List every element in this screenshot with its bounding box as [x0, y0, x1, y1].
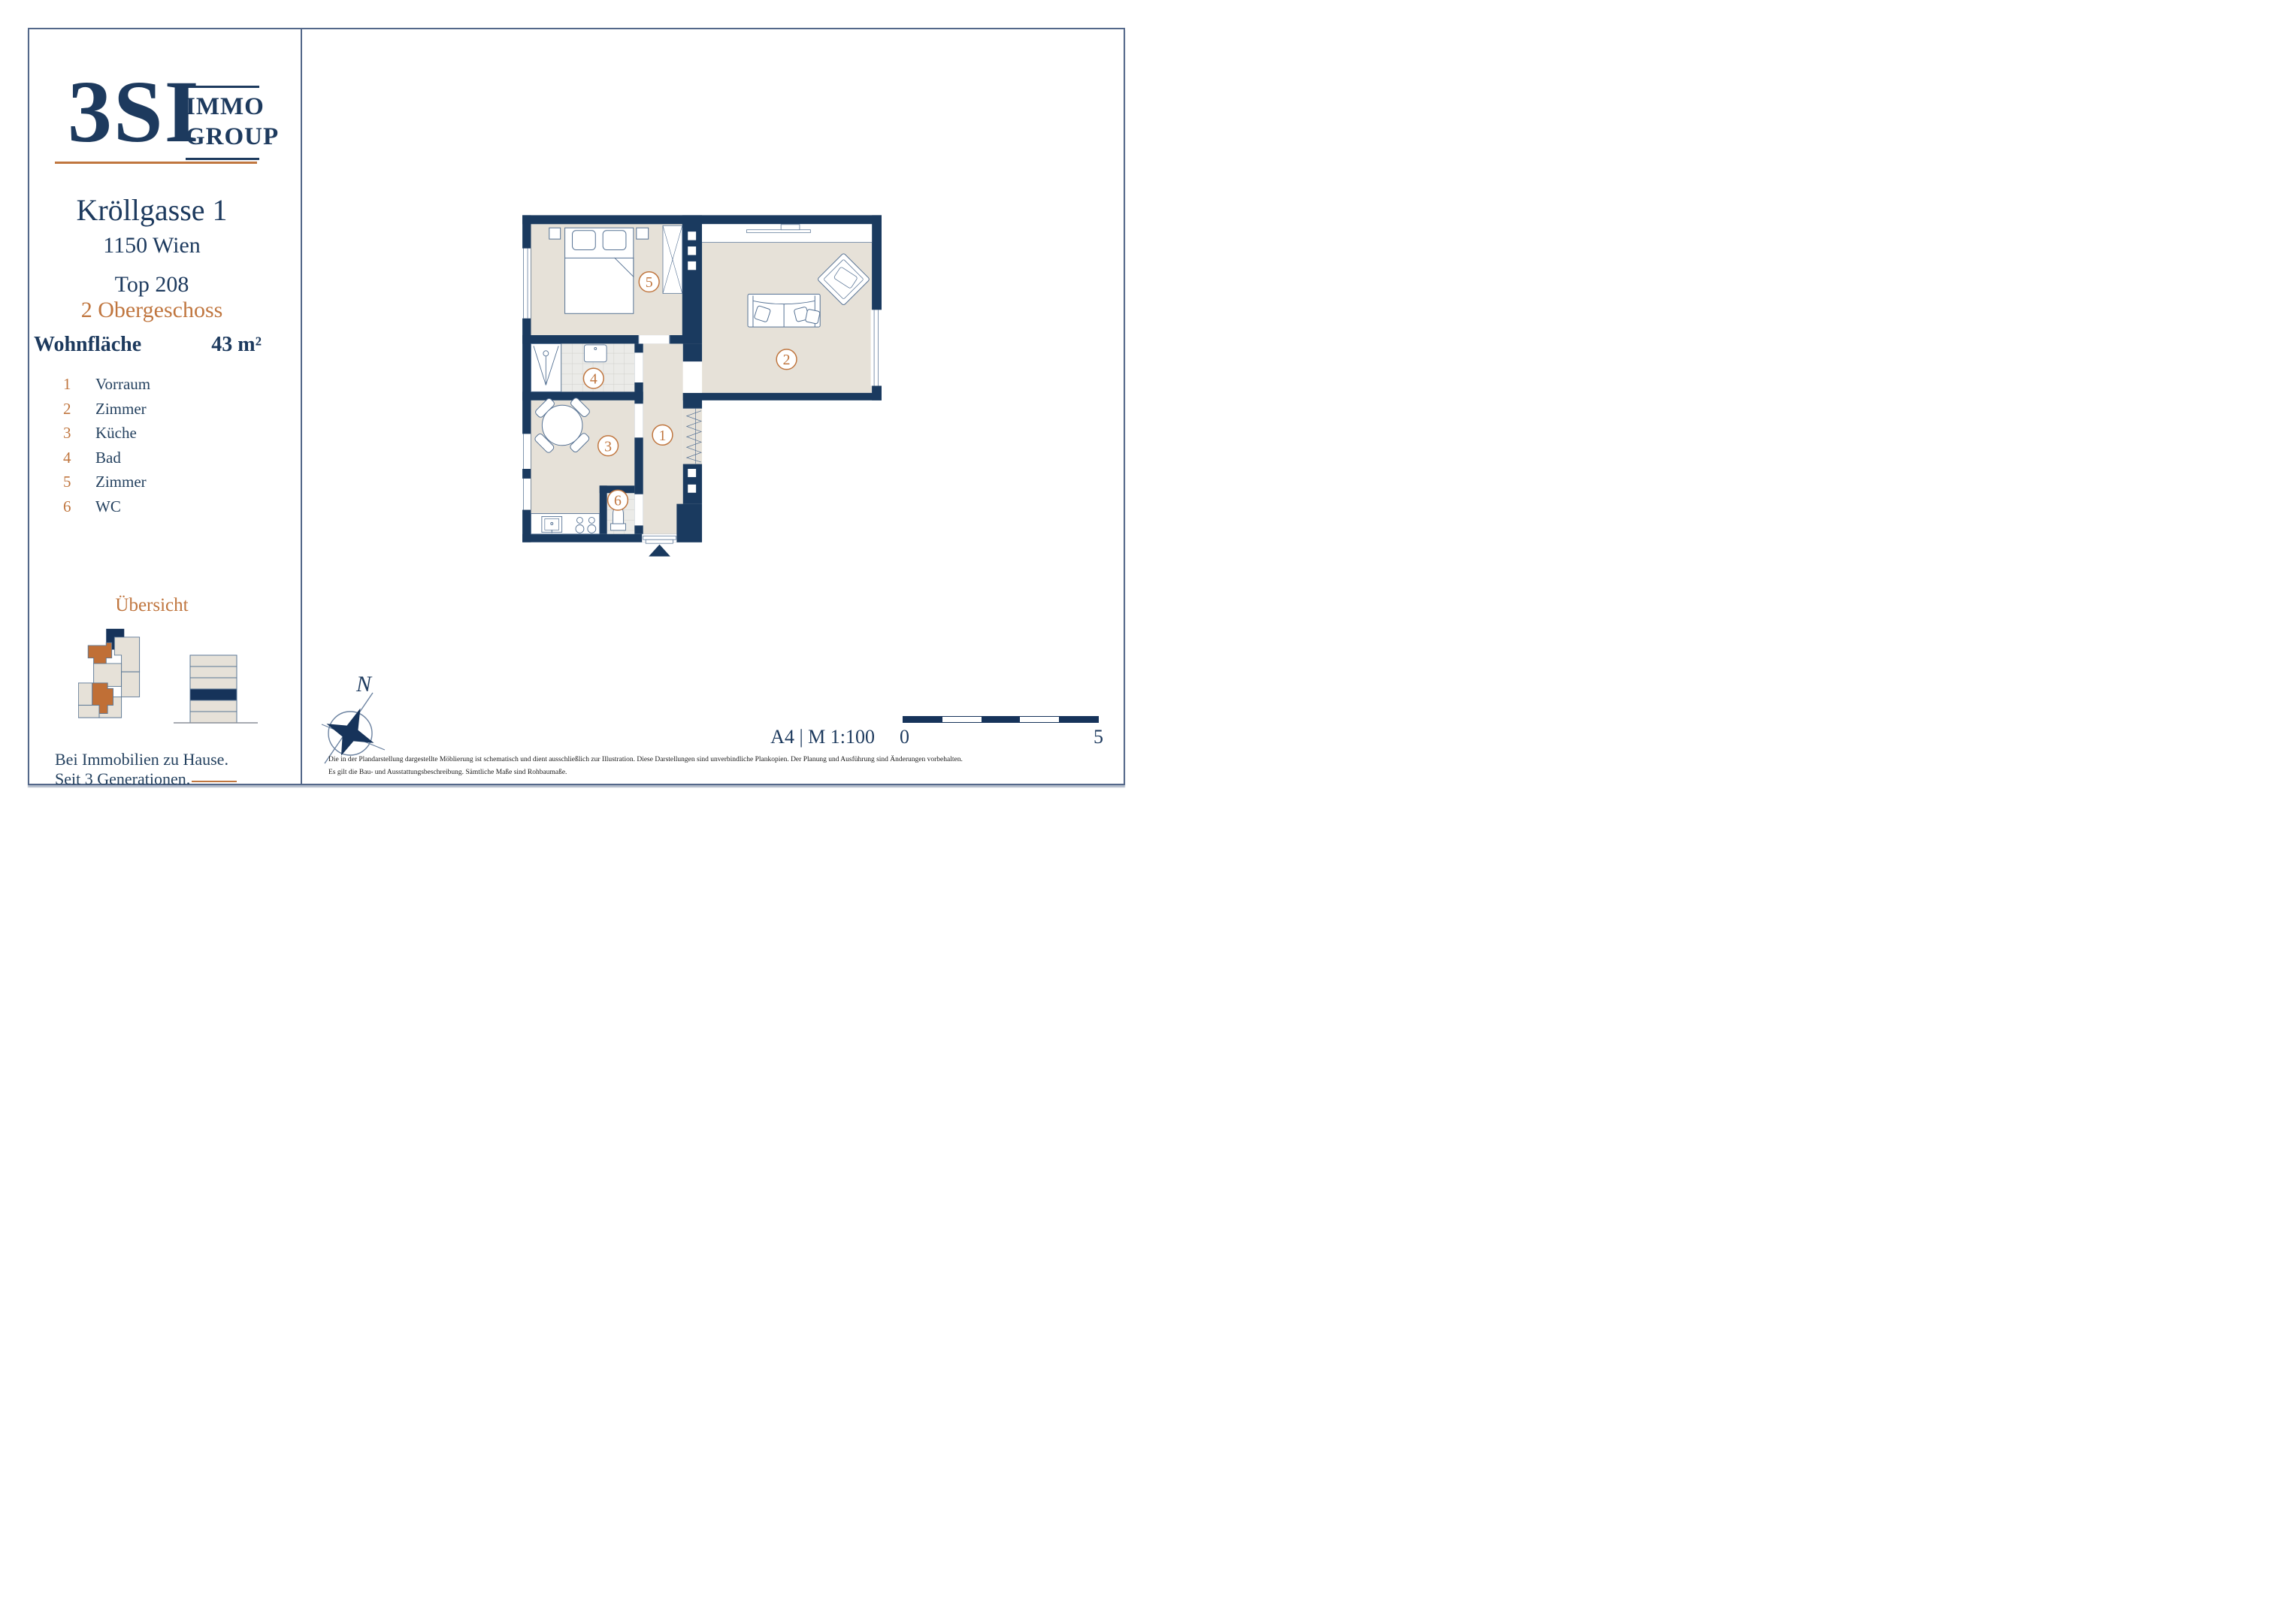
elevation-highlight-floor [190, 689, 237, 700]
key-plan-unit-highlight [88, 642, 111, 663]
overview-title: Übersicht [115, 595, 189, 615]
brand-logo-group-line1: IMMO [186, 93, 265, 120]
room-number-wc: 6 [614, 492, 622, 509]
sidebar-divider [301, 28, 302, 784]
tagline-accent-rule [192, 781, 237, 782]
brand-tagline [55, 750, 228, 789]
tagline-line2: Seit 3 Generationen. [55, 769, 191, 789]
legend-row [63, 424, 150, 449]
overview-elevation [174, 652, 258, 729]
entrance-arrow [649, 545, 670, 557]
toilet-tank [611, 524, 626, 530]
legend-number: 3 [63, 424, 71, 442]
brand-logo-group-line2: GROUP [186, 123, 280, 151]
north-label: N [355, 672, 372, 697]
living-area-label: Wohnfläche [34, 333, 142, 356]
overview-key-plan [78, 627, 148, 728]
address-street: Kröllgasse 1 [76, 193, 228, 227]
floor-plan [520, 207, 893, 558]
legend-row [63, 497, 150, 522]
living-area-value: 43 m² [211, 333, 262, 356]
room-number-bad: 4 [589, 370, 597, 388]
legend-number: 5 [63, 473, 71, 491]
dining-table [542, 405, 582, 446]
legend-number: 1 [63, 375, 71, 393]
tagline-line1: Bei Immobilien zu Hause. [55, 750, 228, 769]
legend-number: 4 [63, 448, 71, 467]
stove-burner [588, 517, 594, 523]
entrance-door [642, 534, 676, 557]
unit-number: Top 208 [114, 272, 189, 297]
legend-label: WC [95, 497, 121, 515]
room-number-vorraum: 1 [658, 427, 667, 444]
nightstand [549, 228, 561, 239]
legend-label: Vorraum [95, 375, 151, 393]
stove-burner [576, 524, 584, 533]
sofa-pillow [805, 309, 820, 324]
legend-row [63, 473, 150, 497]
room-legend [63, 375, 150, 521]
legend-number: 2 [63, 399, 71, 418]
stove-burner [576, 517, 582, 523]
floorplan-page [0, 0, 1148, 812]
room-number-zimmer2: 2 [782, 352, 791, 369]
scale-end: 5 [1094, 726, 1103, 748]
legend-label: Zimmer [95, 399, 147, 418]
scale-bar [903, 716, 1099, 723]
disclaimer-line2: Es gilt die Bau- und Ausstattungsbeschreibung. Sämtliche Maße sind Rohbaumaße. [328, 769, 567, 777]
room-number-kueche: 3 [604, 438, 613, 455]
legend-label: Küche [95, 424, 137, 442]
brand-logo-group [186, 86, 280, 160]
legend-number: 6 [63, 497, 71, 515]
legend-label: Zimmer [95, 473, 147, 491]
living-area-row [34, 333, 262, 357]
legend-row [63, 375, 150, 400]
legend-row [63, 449, 150, 473]
address-city: 1150 Wien [103, 233, 201, 258]
accent-rule [55, 162, 257, 164]
format-and-scale: A4 | M 1:100 [770, 726, 875, 748]
disclaimer [328, 754, 1114, 779]
brand-logo: 3SI [68, 62, 201, 161]
room-number-zimmer5: 5 [645, 274, 653, 292]
floor-name: 2 Obergeschoss [80, 298, 223, 322]
stove-burner [588, 524, 596, 533]
disclaimer-line1: Die in der Plandarstellung dargestellte Möblierung ist schematisch und dient ausschließlich zur Illustration. Diese Darstellungen sind unverbindliche Plankopien. Der Planung und Ausführung sind Änderungen vorbehalten. [328, 756, 963, 763]
legend-row [63, 400, 150, 425]
legend-label: Bad [95, 448, 121, 467]
pillow [603, 231, 626, 250]
scale-start: 0 [900, 726, 909, 748]
pillow [573, 231, 596, 250]
nightstand [637, 228, 649, 239]
